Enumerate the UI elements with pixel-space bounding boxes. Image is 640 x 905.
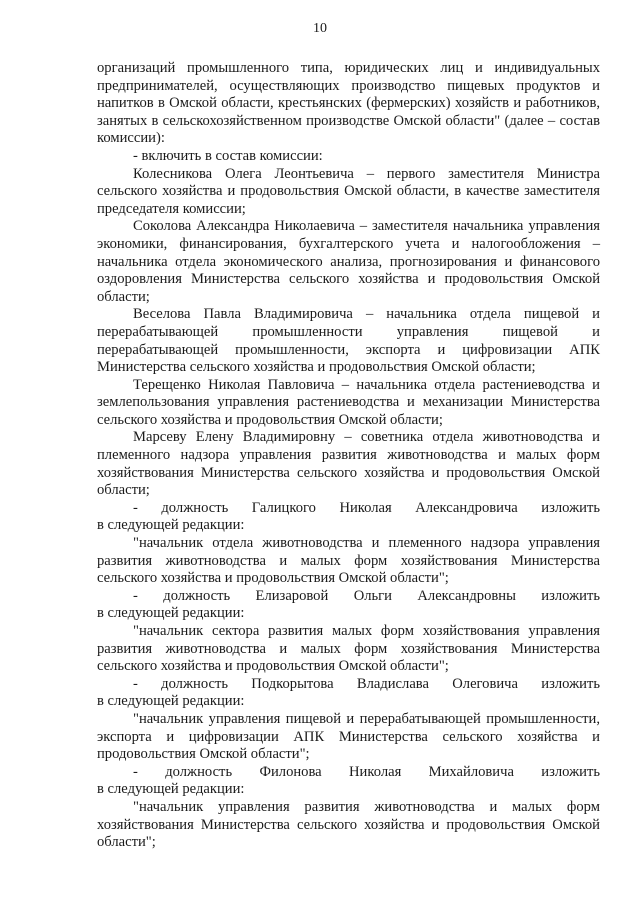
- paragraph-position-filonov: - должность Филонова Николая Михайловича изложить: [133, 763, 600, 780]
- paragraph-member-veselov: Веселова Павла Владимировича – начальника отдела пищевой и перерабатывающей промышленности управления пищевой и перерабатывающей промышленности, экспорта и цифровизации АПК Министерства сельского хозяйства и продовольствия Омской области;: [97, 306, 600, 376]
- paragraph-quote-galitsky: "начальник отдела животноводства и племенного надзора управления развития животноводства и малых форм хозяйствования Министерства сельского хозяйства и продовольствия Омской области";: [97, 535, 600, 587]
- paragraph-include-members: - включить в состав комиссии:: [133, 147, 323, 164]
- paragraph-quote-podkorytov: "начальник управления пищевой и перерабатывающей промышленности, экспорта и цифровизации АПК Министерства сельского хозяйства и продовольствия Омской области";: [97, 710, 600, 763]
- paragraph-member-tereshchenko: Терещенко Николая Павловича – начальника отдела растениеводства и землепользования управления растениеводства и механизации Министерства сельского хозяйства и продовольствия Омской области;: [97, 376, 600, 428]
- document-body: [97, 60, 600, 852]
- paragraph-member-sokolov: Соколова Александра Николаевича – заместителя начальника управления экономики, финансирования, бухгалтерского учета и налогообложения – начальника отдела экономического анализа, прогнозирования и финансового оздоровления Министерства сельского хозяйства и продовольствия Омской области;: [97, 218, 600, 305]
- paragraph-edition-note: в следующей редакции:: [97, 693, 245, 710]
- paragraph-continuation: организаций промышленного типа, юридических лиц и индивидуальных предпринимателей, осуществляющих производство пищевых продуктов и напитков в Омской области, крестьянских (фермерских) хозяйств и работников, занятых в сельскохозяйственном производстве Омской области" (далее – состав комиссии):: [97, 60, 600, 147]
- paragraph-position-elizarova: - должность Елизаровой Ольги Александровны изложить: [133, 587, 600, 604]
- paragraph-edition-note: в следующей редакции:: [97, 517, 245, 534]
- paragraph-member-marseva: Марсеву Елену Владимировну – советника отдела животноводства и племенного надзора управления развития животноводства и малых форм хозяйствования Министерства сельского хозяйства и продовольствия Омской области;: [97, 429, 600, 499]
- paragraph-position-galitsky: - должность Галицкого Николая Александровича изложить: [133, 499, 600, 516]
- paragraph-quote-elizarova: "начальник сектора развития малых форм хозяйствования управления развития животноводства и малых форм хозяйствования Министерства сельского хозяйства и продовольствия Омской области";: [97, 623, 600, 675]
- paragraph-position-podkorytov: - должность Подкорытова Владислава Олеговича изложить: [133, 675, 600, 692]
- paragraph-member-kolesnikov: Колесникова Олега Леонтьевича – первого заместителя Министра сельского хозяйства и продовольствия Омской области, в качестве заместителя председателя комиссии;: [97, 165, 600, 217]
- page-number: 10: [313, 21, 327, 36]
- paragraph-edition-note: в следующей редакции:: [97, 781, 245, 798]
- paragraph-quote-filonov: "начальник управления развития животноводства и малых форм хозяйствования Министерства сельского хозяйства и продовольствия Омской области";: [97, 798, 600, 851]
- paragraph-edition-note: в следующей редакции:: [97, 605, 245, 622]
